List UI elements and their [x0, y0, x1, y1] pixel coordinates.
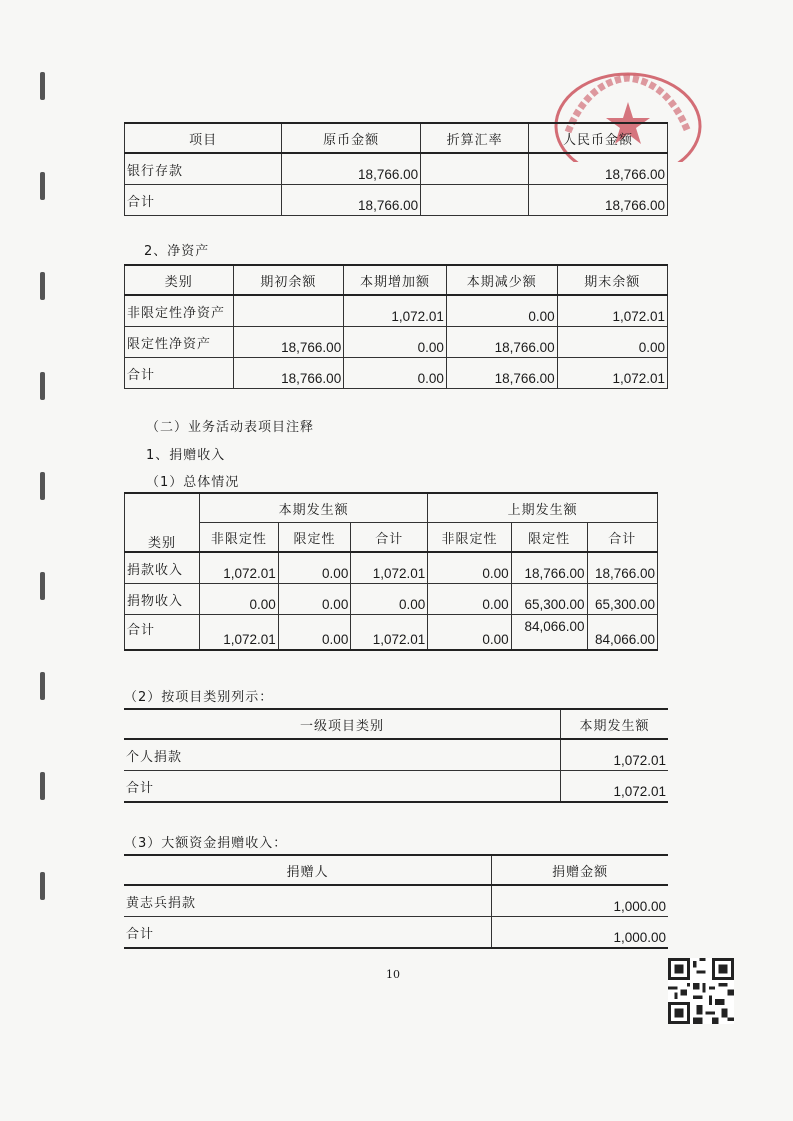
header-category: 类别 [125, 493, 200, 552]
header-rmb-amount: 人民币金额 [529, 123, 668, 153]
table-row: 银行存款 18,766.00 18,766.00 [125, 153, 668, 185]
binder-mark [40, 772, 45, 800]
section-donation: 1、捐赠收入 [146, 448, 226, 463]
page-number: 10 [386, 968, 400, 981]
header-original-amount: 原币金额 [282, 123, 421, 153]
binder-mark [40, 172, 45, 200]
header-category: 类别 [125, 265, 234, 295]
section-activity: （二）业务活动表项目注释 [146, 420, 315, 435]
header-current-period: 本期发生额 [200, 493, 428, 523]
table-row: 非限定性净资产 1,072.01 0.00 1,072.01 [125, 295, 668, 327]
header-increase: 本期增加额 [344, 265, 447, 295]
binder-mark [40, 572, 45, 600]
header-current-amount: 本期发生额 [560, 709, 668, 739]
table-row: 捐款收入 1,072.01 0.00 1,072.01 0.00 18,766.00 18,766.00 [125, 552, 658, 584]
header-rate: 折算汇率 [421, 123, 529, 153]
deposit-table [124, 122, 668, 216]
table-row: 合计 18,766.00 18,766.00 [125, 185, 668, 216]
table-row: 限定性净资产 18,766.00 0.00 18,766.00 0.00 [125, 327, 668, 358]
header-primary-category: 一级项目类别 [124, 709, 560, 739]
header-previous-period: 上期发生额 [428, 493, 658, 523]
table-row: 黄志兵捐款 1,000.00 [124, 885, 668, 917]
header-opening: 期初余额 [233, 265, 344, 295]
by-category-table [124, 708, 668, 803]
section-large-donations: （3）大额资金捐赠收入： [124, 836, 288, 851]
large-donations-table [124, 854, 668, 949]
binder-mark [40, 472, 45, 500]
table-row: 个人捐款 1,072.01 [124, 739, 668, 771]
header-item: 项目 [125, 123, 282, 153]
binder-mark [40, 372, 45, 400]
table-row: 合计 1,072.01 [124, 771, 668, 803]
binder-mark [40, 272, 45, 300]
net-assets-table [124, 264, 668, 389]
table-row: 合计 1,072.01 0.00 1,072.01 0.00 84,066.00 84,066.00 [125, 615, 658, 651]
section-net-assets: 2、净资产 [144, 244, 210, 259]
header-decrease: 本期减少额 [446, 265, 557, 295]
header-donation-amount: 捐赠金额 [492, 855, 668, 885]
table-row: 合计 18,766.00 0.00 18,766.00 1,072.01 [125, 358, 668, 389]
section-overall: （1）总体情况 [146, 475, 240, 490]
binder-mark [40, 872, 45, 900]
overall-table: 类别 本期发生额 上期发生额 非限定性 限定性 合计 非限定性 限定性 合计 捐款收入 1,072.01 0.00 1,072.01 0.00 18,766.00 18,766.00 捐物收入 0.00 0.00 0.00 0.00 65,300.00 65,300.00 合计 1,072.01 0.00 1,072.01 0.00 84,066.00 84,066.00 [124, 492, 658, 651]
table-row: 合计 1,000.00 [124, 917, 668, 949]
binder-mark [40, 672, 45, 700]
section-by-category: （2）按项目类别列示： [124, 690, 274, 705]
header-closing: 期末余额 [557, 265, 667, 295]
table-row: 捐物收入 0.00 0.00 0.00 0.00 65,300.00 65,300.00 [125, 584, 658, 615]
qr-code [668, 958, 734, 1024]
header-donor: 捐赠人 [124, 855, 492, 885]
binder-mark [40, 72, 45, 100]
